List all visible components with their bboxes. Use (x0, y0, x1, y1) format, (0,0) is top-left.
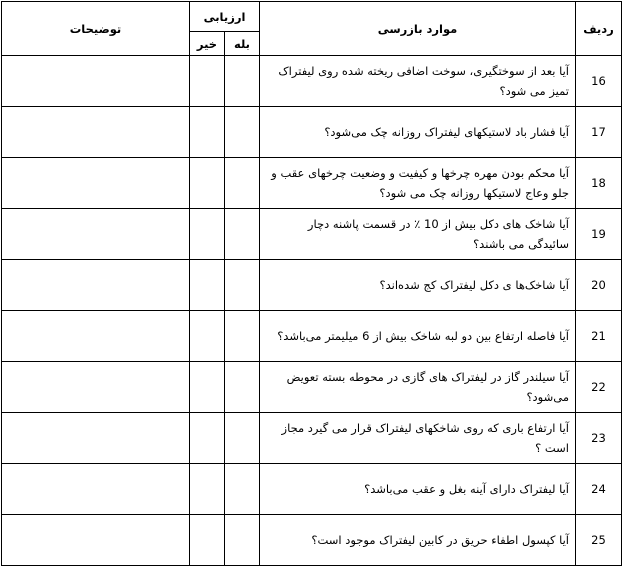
inspection-item: آیا سیلندر گاز در لیفتراک های گازی در محوطه بسته تعویض می‌شود؟ (260, 362, 576, 413)
no-cell[interactable] (190, 413, 225, 464)
inspection-item: آیا شاخک های دکل بیش از 10 ٪ در قسمت پاشنه دچار سائیدگی می باشند؟ (260, 209, 576, 260)
table-row (2, 158, 622, 209)
row-number: 16 (576, 56, 622, 107)
yes-cell[interactable] (225, 362, 260, 413)
inspection-item: آیا فاصله ارتفاع بین دو لبه شاخک بیش از 6 میلیمتر می‌باشد؟ (260, 311, 576, 362)
row-number: 23 (576, 413, 622, 464)
table-row (2, 515, 622, 566)
notes-cell[interactable] (2, 311, 190, 362)
yes-cell[interactable] (225, 209, 260, 260)
header-row-1 (2, 2, 622, 32)
no-cell[interactable] (190, 362, 225, 413)
header-inspection-items: موارد بازرسی (260, 2, 576, 56)
row-number: 21 (576, 311, 622, 362)
inspection-item: آیا فشار باد لاستیکهای لیفتراک روزانه چک می‌شود؟ (260, 107, 576, 158)
header-row-number: ردیف (576, 2, 622, 56)
yes-cell[interactable] (225, 515, 260, 566)
header-no: خیر (190, 32, 225, 56)
table-row (2, 260, 622, 311)
notes-cell[interactable] (2, 413, 190, 464)
table-row (2, 464, 622, 515)
table-row (2, 362, 622, 413)
row-number: 20 (576, 260, 622, 311)
notes-cell[interactable] (2, 464, 190, 515)
no-cell[interactable] (190, 107, 225, 158)
header-notes: توضیحات (2, 2, 190, 56)
notes-cell[interactable] (2, 107, 190, 158)
row-number: 17 (576, 107, 622, 158)
table-row (2, 311, 622, 362)
inspection-item: آیا کپسول اطفاء حریق در کابین لیفتراک موجود است؟ (260, 515, 576, 566)
no-cell[interactable] (190, 209, 225, 260)
inspection-item: آیا محکم بودن مهره چرخها و کیفیت و وضعیت چرخهای عقب و جلو وعاج لاستیکها روزانه چک می شود؟ (260, 158, 576, 209)
row-number: 19 (576, 209, 622, 260)
table-row (2, 209, 622, 260)
no-cell[interactable] (190, 56, 225, 107)
inspection-item: آیا لیفتراک دارای آینه بغل و عقب می‌باشد؟ (260, 464, 576, 515)
notes-cell[interactable] (2, 209, 190, 260)
inspection-item: آیا شاخک‌ها ی دکل لیفتراک کج شده‌اند؟ (260, 260, 576, 311)
table-row (2, 107, 622, 158)
row-number: 18 (576, 158, 622, 209)
inspection-item: آیا ارتفاع باری که روی شاخکهای لیفتراک قرار می گیرد مجاز است ؟ (260, 413, 576, 464)
no-cell[interactable] (190, 311, 225, 362)
inspection-checklist-table (1, 1, 622, 566)
row-number: 22 (576, 362, 622, 413)
yes-cell[interactable] (225, 311, 260, 362)
no-cell[interactable] (190, 260, 225, 311)
header-yes: بله (225, 32, 260, 56)
no-cell[interactable] (190, 464, 225, 515)
no-cell[interactable] (190, 158, 225, 209)
yes-cell[interactable] (225, 464, 260, 515)
no-cell[interactable] (190, 515, 225, 566)
yes-cell[interactable] (225, 56, 260, 107)
row-number: 25 (576, 515, 622, 566)
notes-cell[interactable] (2, 260, 190, 311)
row-number: 24 (576, 464, 622, 515)
notes-cell[interactable] (2, 158, 190, 209)
notes-cell[interactable] (2, 362, 190, 413)
notes-cell[interactable] (2, 515, 190, 566)
yes-cell[interactable] (225, 260, 260, 311)
inspection-item: آیا بعد از سوختگیری، سوخت اضافی ریخته شده روی لیفتراک تمیز می شود؟ (260, 56, 576, 107)
table-row (2, 413, 622, 464)
yes-cell[interactable] (225, 158, 260, 209)
table-row (2, 56, 622, 107)
yes-cell[interactable] (225, 413, 260, 464)
header-evaluation: ارزیابی (190, 2, 260, 32)
notes-cell[interactable] (2, 56, 190, 107)
yes-cell[interactable] (225, 107, 260, 158)
